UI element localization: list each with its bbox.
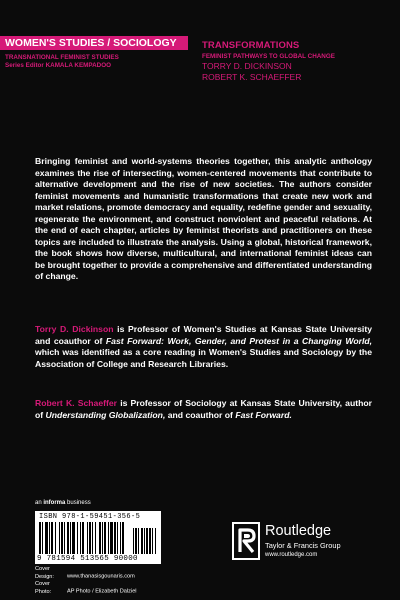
bio-work-title: Fast Forward: Work, Gender, and Protest in a Changing World, — [105, 335, 372, 346]
credit-value: AP Photo / Elizabeth Dalziel — [67, 588, 137, 595]
category-bar — [0, 36, 188, 50]
barcode — [35, 511, 161, 564]
author-bio — [35, 324, 372, 370]
isbn-number: ISBN 978-1-59451-356-5 — [39, 513, 141, 521]
credit-value: www.thanasisgounaris.com — [67, 573, 135, 580]
publisher-logo-block — [232, 521, 372, 563]
book-subtitle: FEMINIST PATHWAYS TO GLOBAL CHANGE — [202, 53, 335, 60]
credit-label: Cover Design: — [35, 566, 54, 580]
bio-work-title: Understanding Globalization, — [45, 409, 166, 420]
bio-author-name: Robert K. Schaeffer — [35, 398, 118, 408]
author-name: ROBERT K. SCHAEFFER — [202, 72, 302, 82]
series-editor: Series Editor KAMALA KEMPADOO — [5, 61, 112, 69]
series-name: TRANSNATIONAL FEMINIST STUDIES — [5, 54, 119, 61]
bio-text: which was identified as a core reading in Women's Studies and Sociology by the Association of College and Research Libraries. — [35, 347, 372, 369]
author-bio — [35, 398, 372, 421]
category-label: WOMEN'S STUDIES / SOCIOLOGY — [5, 37, 177, 49]
cover-credits — [35, 566, 137, 596]
publisher-website[interactable]: www.routledge.com — [265, 552, 318, 558]
series-info — [5, 54, 119, 69]
bio-author-name: Torry D. Dickinson — [35, 324, 114, 334]
credit-line — [35, 581, 137, 596]
barcode-bars — [39, 522, 157, 555]
credit-line — [35, 566, 137, 581]
credit-label: Cover Photo: — [35, 581, 52, 595]
barcode-digits — [37, 555, 138, 563]
imprint-line — [35, 500, 91, 506]
publisher-group: Taylor & Francis Group — [265, 541, 341, 550]
book-description: Bringing feminist and world-systems theories together, this analytic anthology examines the rise of intersecting, women-centered movements that contribute to alternative development and the rise of new societies. The authors consider feminist movements and humanistic transformations that create new work and market relations, promote democracy and equality, redefine gender and sexuality, regenerate the environment, and construct nonviolent and peaceful relations. At the end of each chapter, articles by feminist theorists and practitioners on these topics are included to illustrate the analysis. Using a global, historical framework, the book shows how diverse, multicultural, and international feminist ideas can be brought together to provide a comprehensive and differentiated understanding of change. — [35, 156, 372, 282]
bio-text: and coauthor of — [165, 409, 236, 420]
imprint-brand: informa — [43, 500, 66, 506]
title-block — [202, 40, 335, 83]
publisher-name: Routledge — [265, 523, 332, 539]
imprint-suffix: business — [65, 500, 91, 506]
book-title: TRANSFORMATIONS — [202, 40, 300, 51]
ean-digits: 9 781594 513565 — [37, 555, 110, 563]
addon-digits: 90000 — [113, 555, 138, 563]
bio-text: is Professor of Women's Studies at Kansas State University and coauthor of — [35, 324, 372, 346]
imprint-prefix: an — [35, 500, 44, 506]
author-name: TORRY D. DICKINSON — [202, 61, 292, 71]
routledge-r-logo-icon — [232, 522, 260, 560]
bio-text: is Professor of Sociology at Kansas State University, author of — [35, 398, 372, 420]
bio-work-title: Fast Forward. — [235, 409, 292, 420]
